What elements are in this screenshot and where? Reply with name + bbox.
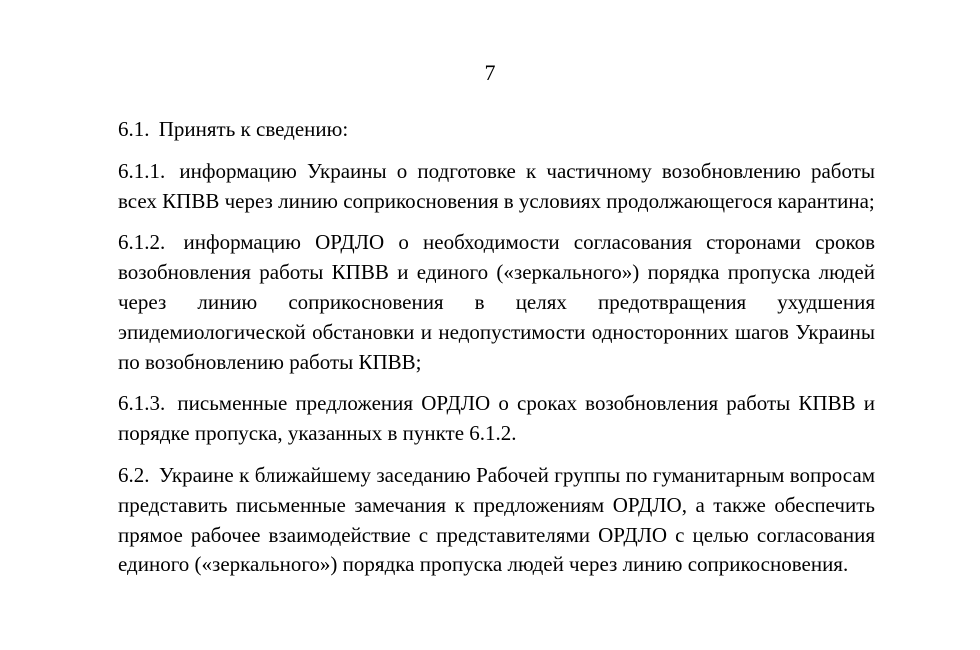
paragraph-number: 6.2. bbox=[118, 462, 150, 487]
paragraph-text: Принять к сведению: bbox=[158, 117, 349, 141]
document-body bbox=[118, 115, 875, 580]
page-number: 7 bbox=[484, 60, 496, 85]
paragraph-text: письменные предложения ОРДЛО о сроках возобновления работы КПВВ и порядке пропуска, указанных в пункте 6.1.2. bbox=[118, 391, 875, 446]
paragraph-text: Украине к ближайшему заседанию Рабочей группы по гуманитарным вопросам представить письменные замечания к предложениям ОРДЛО, а также обеспечить прямое рабочее взаимодействие с представителями ОРДЛО с целью согласования единого («зеркального») порядка пропуска людей через линию соприкосновения. bbox=[118, 462, 875, 577]
paragraph-text: информацию ОРДЛО о необходимости согласования сторонами сроков возобновления работы КПВВ и единого («зеркального») порядка пропуска людей через линию соприкосновения в целях предотвращения ухудшения эпидемиологической обстановки и недопустимости односторонних шагов Украины по возобновлению работы КПВВ; bbox=[118, 230, 876, 374]
paragraph-number: 6.1. bbox=[118, 117, 150, 141]
paragraph-number: 6.1.1. bbox=[118, 158, 166, 183]
paragraph-number: 6.1.3. bbox=[118, 391, 166, 416]
paragraph-6-1 bbox=[118, 115, 875, 145]
paragraph-text: информацию Украины о подготовке к частичному возобновлению работы всех КПВВ через линию соприкосновения в условиях продолжающегося карантина; bbox=[118, 158, 876, 213]
paragraph-6-1-1 bbox=[118, 157, 875, 217]
paragraph-6-1-2 bbox=[118, 228, 875, 377]
paragraph-6-2 bbox=[118, 461, 875, 580]
paragraph-6-1-3 bbox=[118, 389, 875, 449]
paragraph-number: 6.1.2. bbox=[118, 230, 166, 255]
